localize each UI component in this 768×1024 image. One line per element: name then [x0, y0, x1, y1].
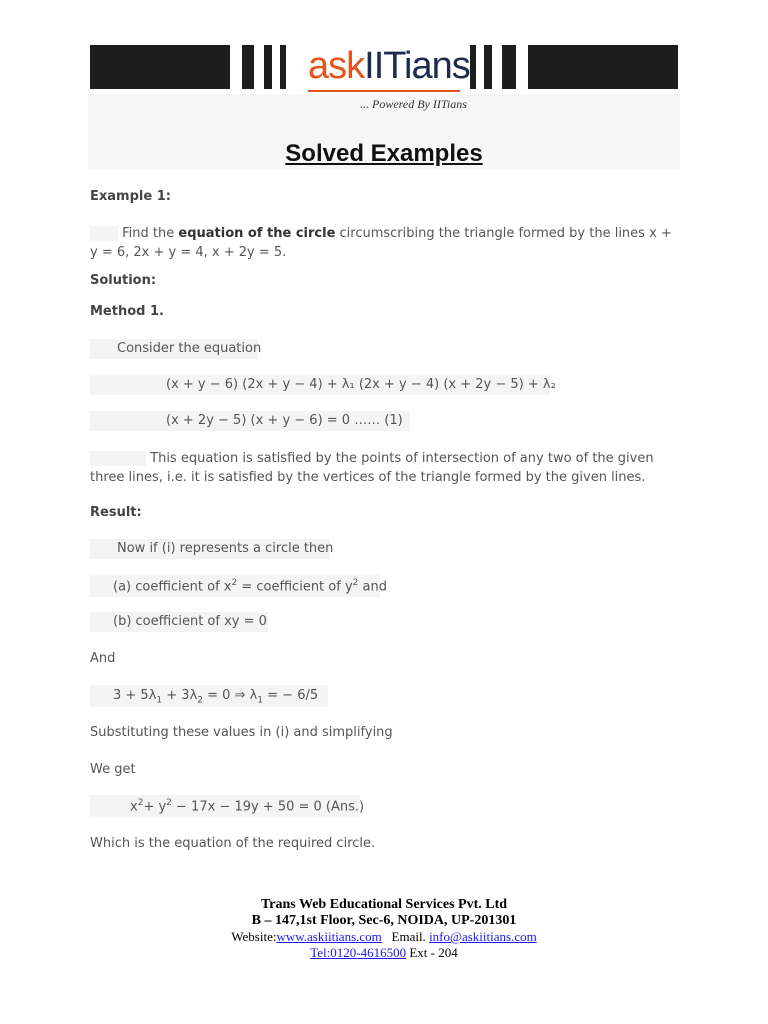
indent-shade: [90, 226, 118, 241]
tagline: ... Powered By IITians: [360, 97, 467, 111]
page-title: Solved Examples: [285, 140, 483, 167]
solution-label: Solution:: [90, 273, 157, 288]
method-label: Method 1.: [90, 304, 164, 319]
footer-contact: Website:www.askiitians.com Email. info@askiitians.com: [231, 929, 537, 944]
explanation-text: This equation is satisfied by the points of intersection of any two of the given three lines, i.e. it is satisfied by the vertices of the triangle formed by the given lines.: [90, 451, 654, 485]
banner-stripe: [470, 45, 476, 89]
conclusion-text: Which is the equation of the required circle.: [90, 836, 376, 851]
condition-b: (b) coefficient of xy = 0: [113, 614, 267, 629]
final-equation: $x^2+ y^2 - 17x - 19y + 50 = 0$ (Ans.): [130, 798, 365, 815]
banner-stripe: [264, 45, 272, 89]
and-text: And: [90, 651, 116, 666]
askiitians-logo: askIITians: [308, 45, 470, 87]
banner-stripe: [280, 45, 286, 89]
we-get-text: We get: [90, 762, 136, 777]
lambda-equation: $3 + 5\lambda_1 + 3\lambda_2 = 0$ ⇒ $\lambda_1$ = − 6/5: [113, 688, 319, 706]
footer-company: Trans Web Educational Services Pvt. Ltd: [260, 897, 508, 912]
now-if-text: Now if (i) represents a circle then: [117, 541, 334, 556]
condition-a: (a) coefficient of $x^2$ = coefficient of $y^2$ and: [113, 578, 387, 595]
banner-bar-right: [528, 45, 678, 89]
banner-stripe: [242, 45, 254, 89]
question-text: Find the equation of the circle circumscribing the triangle formed by the lines x + y = 6, 2x + y = 4, x + 2y = 5.: [90, 226, 672, 260]
banner-bar-left: [90, 45, 230, 89]
equation-line-2: (x + 2y − 5) (x + y − 6) = 0 …… (1): [166, 413, 403, 428]
footer-address: B – 147,1st Floor, Sec-6, NOIDA, UP-201301: [251, 913, 517, 928]
banner-stripe: [502, 45, 516, 89]
footer: [0, 897, 768, 961]
email-link[interactable]: info@askiitians.com: [429, 929, 537, 944]
logo-underline: [308, 90, 460, 92]
consider-text: Consider the equation: [117, 341, 262, 356]
example-label: Example 1:: [90, 189, 171, 204]
equation-line-1: (x + y − 6) (2x + y − 4) + λ₁ (2x + y − 4) (x + 2y − 5) + λ₂: [166, 377, 556, 392]
footer-phone: Tel:0120-4616500 Ext - 204: [310, 945, 458, 960]
phone-link[interactable]: Tel:0120-4616500: [310, 945, 407, 960]
banner-stripe: [484, 45, 492, 89]
website-link[interactable]: www.askiitians.com: [276, 929, 382, 944]
result-label: Result:: [90, 505, 142, 520]
substituting-text: Substituting these values in (i) and simplifying: [90, 725, 393, 740]
indent-shade: [90, 451, 146, 466]
